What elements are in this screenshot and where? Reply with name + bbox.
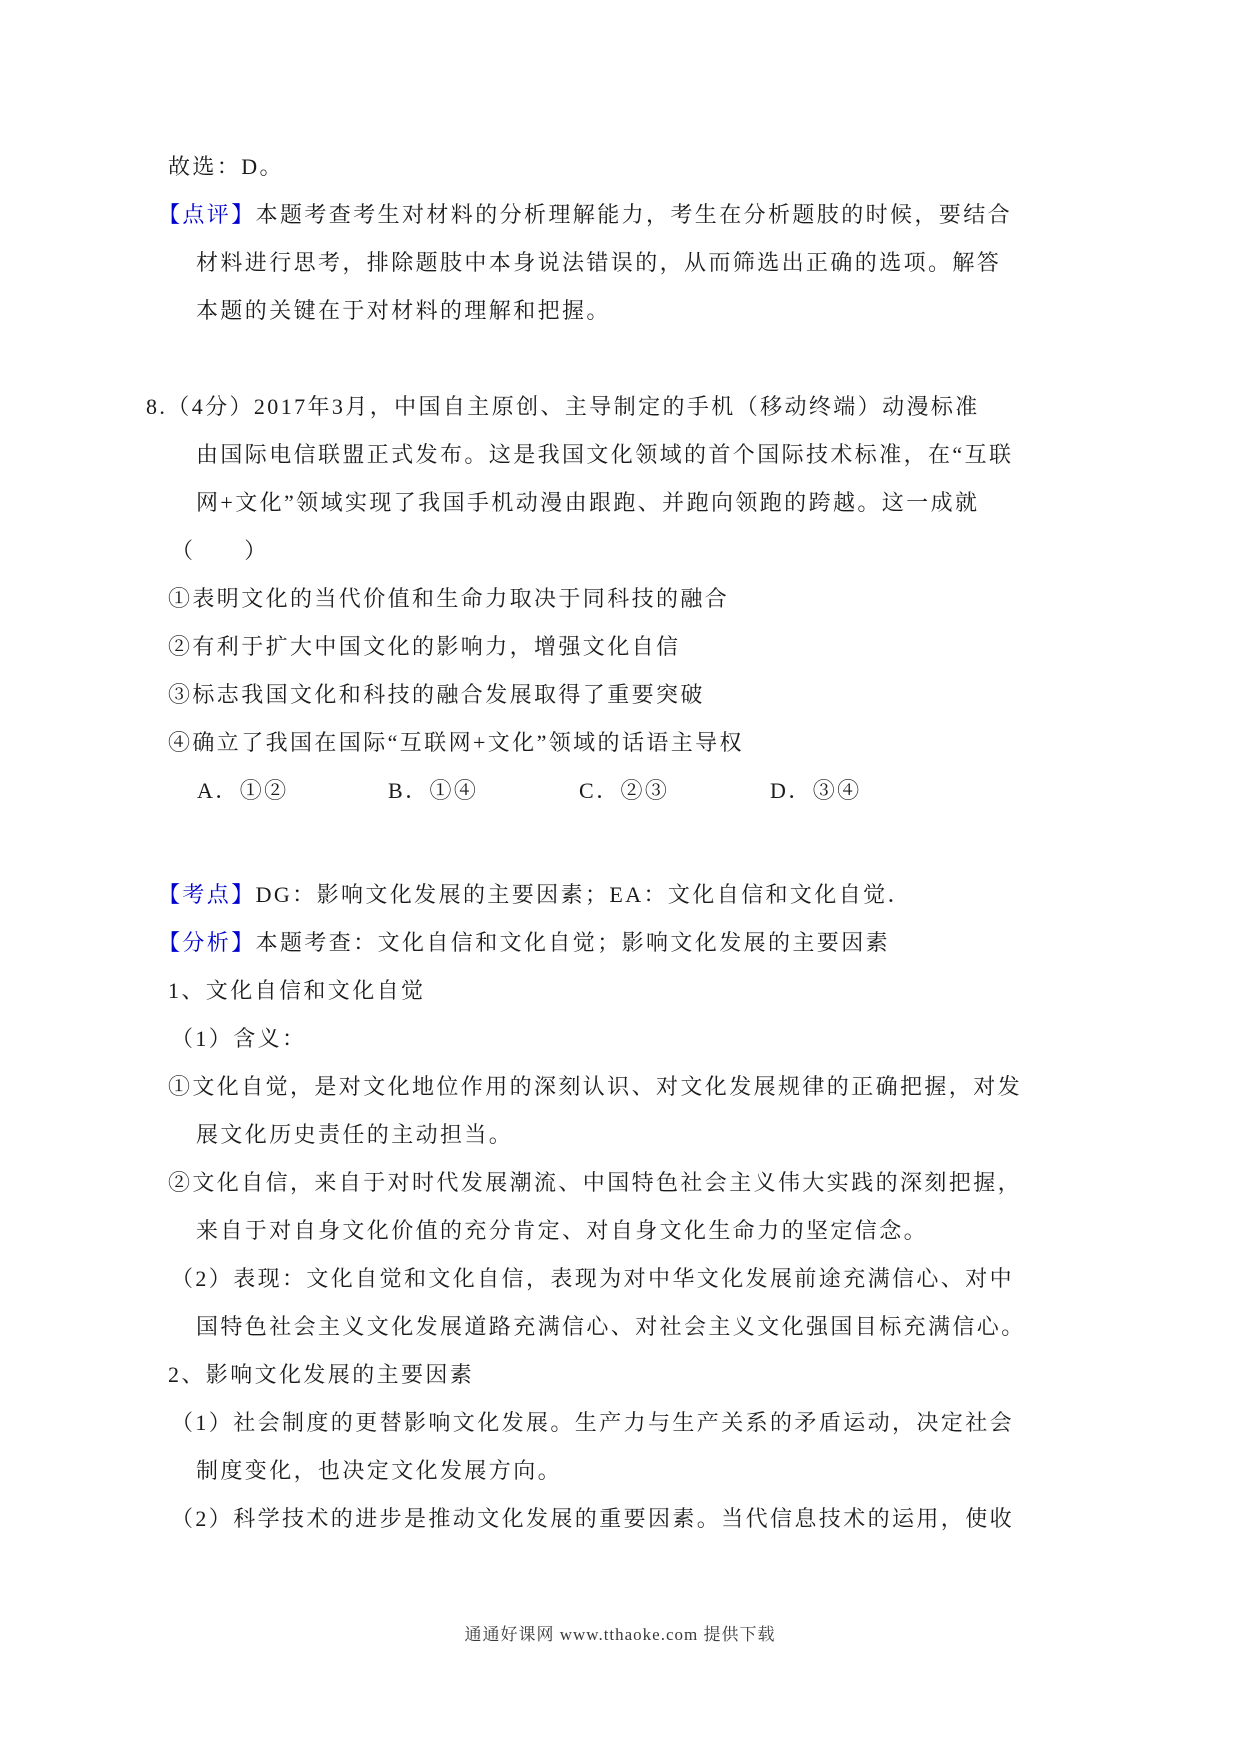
statement-2: ②有利于扩大中国文化的影响力，增强文化自信 [168, 634, 681, 659]
blank-gap [0, 335, 1240, 383]
kaodian-text: DG：影响文化发展的主要因素；EA：文化自信和文化自觉． [255, 882, 912, 907]
answer-blank-parens: （ ） [171, 538, 269, 563]
analysis-p1b-line-1: ②文化自信，来自于对时代发展潮流、中国特色社会主义伟大实践的深刻把握， [168, 1170, 1023, 1195]
analysis-heading-2: 2、影响文化发展的主要因素 [168, 1362, 475, 1387]
analysis-p1a-line-1: ①文化自觉，是对文化地位作用的深刻认识、对文化发展规律的正确把握，对发 [168, 1074, 1023, 1099]
comment-line-1 [0, 191, 1240, 239]
option-a: A．①② [197, 778, 289, 803]
statement-1: ①表明文化的当代价值和生命力取决于同科技的融合 [168, 586, 730, 611]
question-stem-line-1: 8.（4分）2017年3月，中国自主原创、主导制定的手机（移动终端）动漫标准 [146, 394, 980, 419]
comment-line-3: 本题的关键在于对材料的理解和把握。 [196, 298, 611, 323]
analysis-q1-line-1: （1）社会制度的更替影响文化发展。生产力与生产关系的矛盾运动，决定社会 [171, 1410, 1015, 1435]
analysis-p1-title: （1）含义： [171, 1026, 307, 1051]
options-row [0, 767, 1240, 815]
blank-gap [0, 815, 1240, 871]
analysis-p1b-line-2: 来自于对自身文化价值的充分肯定、对自身文化生命力的坚定信念。 [196, 1218, 929, 1243]
statement-4: ④确立了我国在国际“互联网+文化”领域的话语主导权 [168, 730, 744, 755]
kaodian-line [0, 871, 1240, 919]
option-c: C．②③ [579, 778, 670, 803]
option-d: D．③④ [770, 778, 862, 803]
fenxi-text: 本题考查：文化自信和文化自觉；影响文化发展的主要因素 [255, 930, 891, 955]
analysis-heading-1: 1、文化自信和文化自觉 [168, 978, 426, 1003]
analysis-p1a-line-2: 展文化历史责任的主动担当。 [196, 1122, 514, 1147]
analysis-q1-line-2: 制度变化，也决定文化发展方向。 [196, 1458, 563, 1483]
site-footer-watermark: 通通好课网 www.tthaoke.com 提供下载 [464, 1625, 776, 1644]
chosen-answer-line: 故选：D。 [168, 154, 284, 179]
question-stem-line-3: 网+文化”领域实现了我国手机动漫由跟跑、并跑向领跑的跨越。这一成就 [196, 490, 980, 515]
fenxi-line [0, 919, 1240, 967]
analysis-q2-line-1: （2）科学技术的进步是推动文化发展的重要因素。当代信息技术的运用，使收 [171, 1506, 1015, 1531]
option-b: B．①④ [388, 778, 479, 803]
statement-3: ③标志我国文化和科技的融合发展取得了重要突破 [168, 682, 705, 707]
fenxi-label: 【分析】 [158, 930, 256, 955]
kaodian-label: 【考点】 [158, 882, 256, 907]
analysis-p2-line-2: 国特色社会主义文化发展道路充满信心、对社会主义文化强国目标充满信心。 [196, 1314, 1026, 1339]
comment-text-1: 本题考查考生对材料的分析理解能力，考生在分析题肢的时候，要结合 [255, 202, 1013, 227]
comment-line-2: 材料进行思考，排除题肢中本身说法错误的，从而筛选出正确的选项。解答 [196, 250, 1002, 275]
analysis-p2-line-1: （2）表现：文化自觉和文化自信，表现为对中华文化发展前途充满信心、对中 [171, 1266, 1015, 1291]
comment-label: 【点评】 [158, 202, 256, 227]
question-stem-line-2: 由国际电信联盟正式发布。这是我国文化领域的首个国际技术标准，在“互联 [196, 442, 1014, 467]
